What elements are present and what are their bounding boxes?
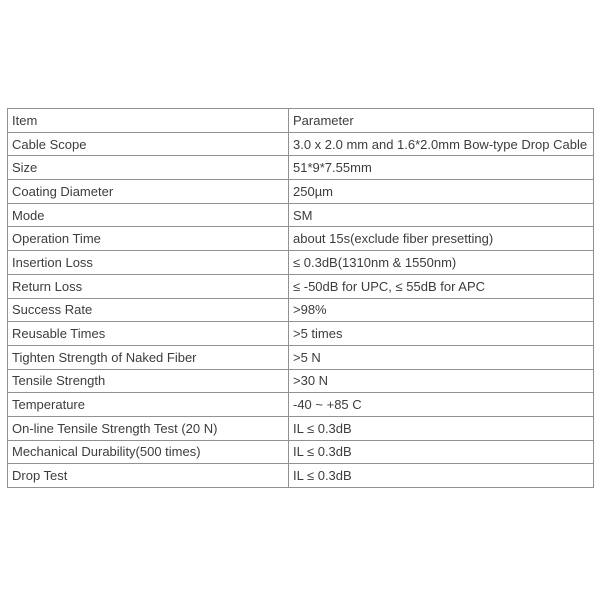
item-cell: Operation Time xyxy=(8,227,289,251)
parameter-cell: IL ≤ 0.3dB xyxy=(289,416,594,440)
table-row xyxy=(8,345,594,369)
item-cell: Tighten Strength of Naked Fiber xyxy=(8,345,289,369)
item-cell: Mechanical Durability(500 times) xyxy=(8,440,289,464)
table-row xyxy=(8,227,594,251)
table-row xyxy=(8,251,594,275)
item-cell: Reusable Times xyxy=(8,322,289,346)
item-cell: Temperature xyxy=(8,393,289,417)
parameter-cell: -40 ~ +85 C xyxy=(289,393,594,417)
parameter-cell: ≤ 0.3dB(1310nm & 1550nm) xyxy=(289,251,594,275)
item-cell: Success Rate xyxy=(8,298,289,322)
parameter-cell: >5 times xyxy=(289,322,594,346)
parameter-cell: IL ≤ 0.3dB xyxy=(289,464,594,488)
table-row xyxy=(8,393,594,417)
parameter-cell: 3.0 x 2.0 mm and 1.6*2.0mm Bow-type Drop Cable xyxy=(289,132,594,156)
table-row xyxy=(8,274,594,298)
table-row xyxy=(8,322,594,346)
item-cell: Return Loss xyxy=(8,274,289,298)
parameter-cell: >30 N xyxy=(289,369,594,393)
table-header-row xyxy=(8,109,594,133)
table-row xyxy=(8,180,594,204)
table-row xyxy=(8,464,594,488)
item-cell: Coating Diameter xyxy=(8,180,289,204)
item-column-header: Item xyxy=(8,109,289,133)
parameter-cell: >5 N xyxy=(289,345,594,369)
parameter-cell: 51*9*7.55mm xyxy=(289,156,594,180)
table-row xyxy=(8,440,594,464)
parameter-cell: about 15s(exclude fiber presetting) xyxy=(289,227,594,251)
table-body xyxy=(8,132,594,487)
table-row xyxy=(8,203,594,227)
parameter-cell: 250µm xyxy=(289,180,594,204)
item-cell: Cable Scope xyxy=(8,132,289,156)
table-row xyxy=(8,156,594,180)
item-cell: Size xyxy=(8,156,289,180)
table-row xyxy=(8,298,594,322)
item-cell: On-line Tensile Strength Test (20 N) xyxy=(8,416,289,440)
parameter-column-header: Parameter xyxy=(289,109,594,133)
item-cell: Insertion Loss xyxy=(8,251,289,275)
specification-table xyxy=(7,108,594,488)
item-cell: Mode xyxy=(8,203,289,227)
parameter-cell: >98% xyxy=(289,298,594,322)
item-cell: Drop Test xyxy=(8,464,289,488)
parameter-cell: SM xyxy=(289,203,594,227)
table-row xyxy=(8,132,594,156)
parameter-cell: IL ≤ 0.3dB xyxy=(289,440,594,464)
table-row xyxy=(8,416,594,440)
table-row xyxy=(8,369,594,393)
parameter-cell: ≤ -50dB for UPC, ≤ 55dB for APC xyxy=(289,274,594,298)
item-cell: Tensile Strength xyxy=(8,369,289,393)
